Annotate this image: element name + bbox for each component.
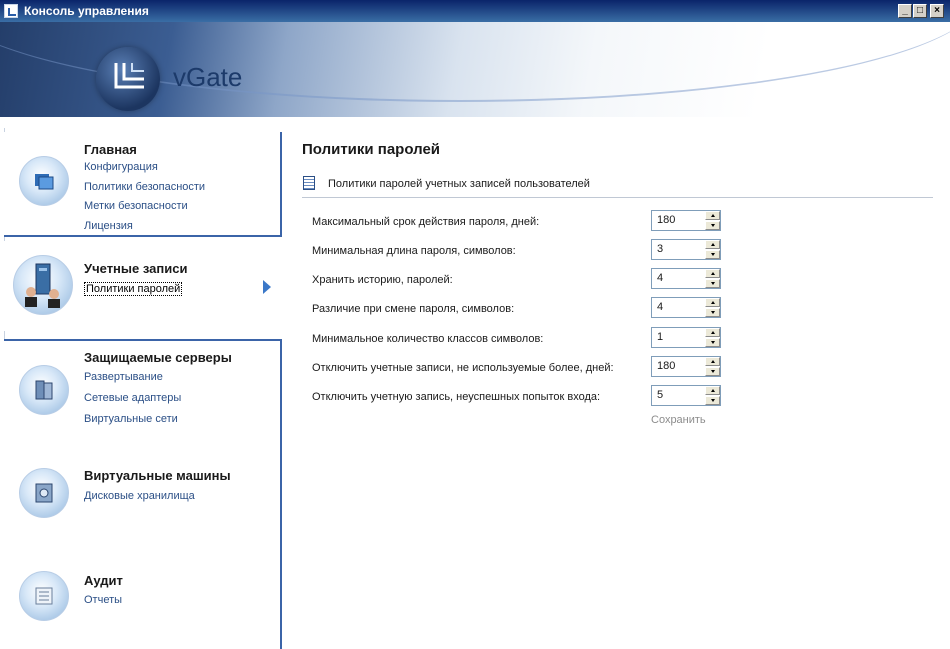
increment-button[interactable]: [705, 240, 720, 249]
setting-label-inactive-days: Отключить учетные записи, не используемые более, дней:: [312, 362, 614, 374]
section-divider: [302, 197, 933, 198]
setting-label-char-classes: Минимальное количество классов символов:: [312, 333, 544, 345]
inactive-days-value[interactable]: 180: [657, 360, 676, 372]
increment-button[interactable]: [705, 269, 720, 278]
difference-stepper[interactable]: [651, 297, 721, 318]
failed-logins-stepper[interactable]: [651, 385, 721, 406]
decrement-button[interactable]: [705, 308, 720, 317]
sidebar-item-license[interactable]: Лицензия: [84, 220, 133, 232]
vgate-logo-icon: [96, 47, 160, 111]
setting-label-min-length: Минимальная длина пароля, символов:: [312, 245, 516, 257]
decrement-button[interactable]: [705, 396, 720, 405]
nav-heading-virtual-machines[interactable]: Виртуальные машины: [84, 468, 231, 483]
nav-group-main: [4, 132, 282, 237]
setting-label-failed-logins: Отключить учетную запись, неуспешных попыток входа:: [312, 391, 601, 403]
section-heading: Политики паролей учетных записей пользователей: [328, 178, 590, 190]
page-title: Политики паролей: [302, 141, 441, 158]
increment-button[interactable]: [705, 386, 720, 395]
save-button[interactable]: Сохранить: [651, 414, 706, 426]
sidebar-item-security-policies[interactable]: Политики безопасности: [84, 181, 206, 193]
window-title: Консоль управления: [24, 4, 149, 18]
increment-button[interactable]: [705, 328, 720, 337]
sidebar: [4, 128, 281, 647]
title-bar: [0, 0, 950, 22]
maximize-button[interactable]: □: [913, 4, 927, 18]
sidebar-item-configuration[interactable]: Конфигурация: [84, 161, 158, 173]
sidebar-item-password-policies[interactable]: Политики паролей: [86, 283, 181, 295]
difference-value[interactable]: 4: [657, 301, 664, 313]
audit-icon: [19, 571, 69, 621]
char-classes-stepper[interactable]: [651, 327, 721, 348]
max-age-value[interactable]: 180: [657, 214, 676, 226]
vm-icon: [19, 468, 69, 518]
min-length-stepper[interactable]: [651, 239, 721, 260]
setting-label-history: Хранить историю, паролей:: [312, 274, 453, 286]
setting-label-max-age: Максимальный срок действия пароля, дней:: [312, 216, 540, 228]
history-stepper[interactable]: [651, 268, 721, 289]
setting-label-difference: Различие при смене пароля, символов:: [312, 303, 515, 315]
decrement-button[interactable]: [705, 221, 720, 230]
decrement-button[interactable]: [705, 367, 720, 376]
document-list-icon: [303, 176, 315, 190]
min-length-value[interactable]: 3: [657, 243, 664, 255]
nav-heading-audit[interactable]: Аудит: [84, 573, 123, 588]
max-age-stepper[interactable]: [651, 210, 721, 231]
sidebar-item-virtual-networks[interactable]: Виртуальные сети: [84, 413, 178, 425]
close-button[interactable]: ×: [930, 4, 944, 18]
nav-group-accounts: [4, 241, 280, 331]
app-icon: [4, 4, 18, 18]
increment-button[interactable]: [705, 357, 720, 366]
users-icon: [13, 255, 73, 315]
sidebar-item-disk-storage[interactable]: Дисковые хранилища: [84, 490, 195, 502]
failed-logins-value[interactable]: 5: [657, 389, 664, 401]
server-icon: [19, 365, 69, 415]
increment-button[interactable]: [705, 298, 720, 307]
minimize-button[interactable]: _: [898, 4, 912, 18]
inactive-days-stepper[interactable]: [651, 356, 721, 377]
sidebar-item-security-labels[interactable]: Метки безопасности: [84, 200, 188, 212]
sidebar-item-deployment[interactable]: Развертывание: [84, 371, 163, 383]
brand-name: vGate: [173, 62, 243, 92]
history-value[interactable]: 4: [657, 272, 664, 284]
nav-heading-accounts[interactable]: Учетные записи: [84, 261, 188, 276]
char-classes-value[interactable]: 1: [657, 331, 664, 343]
header-banner: [0, 22, 950, 117]
decrement-button[interactable]: [705, 250, 720, 259]
decrement-button[interactable]: [705, 338, 720, 347]
decrement-button[interactable]: [705, 279, 720, 288]
sidebar-item-reports[interactable]: Отчеты: [84, 594, 123, 606]
nav-heading-main[interactable]: Главная: [84, 142, 137, 157]
nav-heading-servers[interactable]: Защищаемые серверы: [84, 350, 232, 365]
nav-group-servers: [4, 339, 282, 649]
increment-button[interactable]: [705, 211, 720, 220]
sidebar-item-network-adapters[interactable]: Сетевые адаптеры: [84, 392, 182, 404]
selected-arrow-icon: [263, 280, 271, 294]
home-globe-icon: [19, 156, 69, 206]
